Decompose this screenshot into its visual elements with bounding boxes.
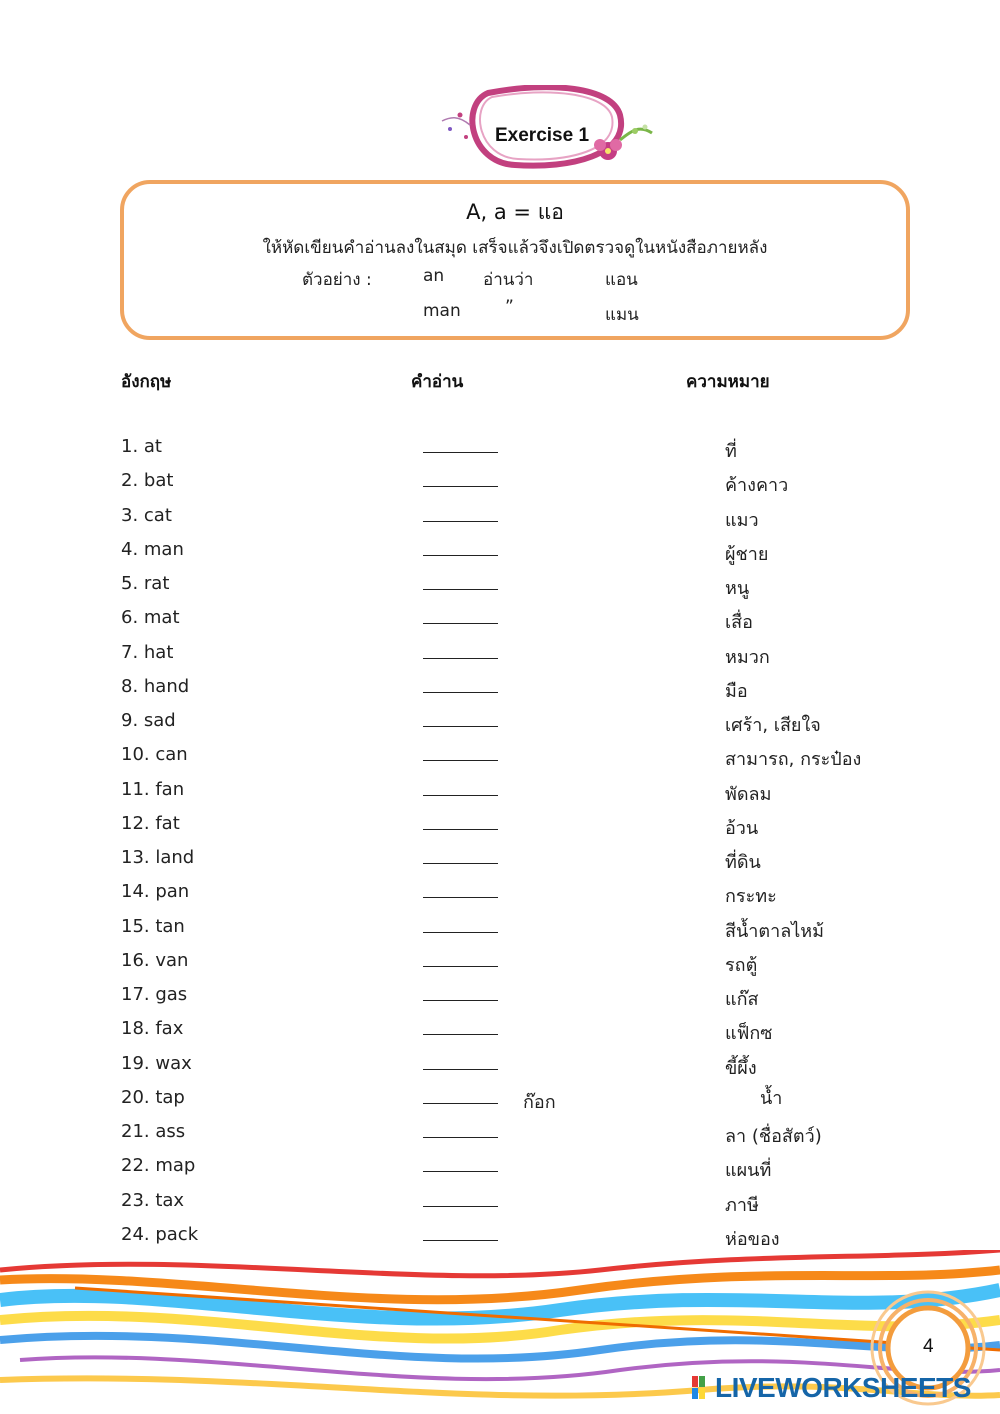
page-number: 4	[923, 1336, 934, 1357]
thai-meaning: รถตู้	[725, 954, 758, 976]
vocabulary-row	[0, 539, 1000, 573]
english-word: 17. gas	[121, 984, 188, 1005]
thai-meaning: ที่ดิน	[725, 852, 761, 873]
vocabulary-row	[0, 1053, 1000, 1087]
english-word: 12. fat	[121, 812, 180, 834]
english-word: 6. mat	[121, 607, 180, 629]
reading-answer-blank[interactable]	[423, 760, 498, 761]
reading-answer-blank[interactable]	[423, 1069, 498, 1070]
vocabulary-row	[0, 1155, 1000, 1189]
meaning-text-part: ก๊อก	[523, 1091, 556, 1113]
reading-answer-blank[interactable]	[423, 1000, 498, 1001]
vocabulary-row	[0, 779, 1000, 813]
english-word: 11. fan	[121, 778, 185, 800]
thai-meaning: น้ำ	[760, 1087, 783, 1109]
reading-answer-blank[interactable]	[423, 555, 498, 556]
box-instruction: ให้หัดเขียนคำอ่านลงในสมุด เสร็จแล้วจึงเปิดตรวจดูในหนังสือภายหลัง	[262, 238, 768, 258]
thai-meaning: แก๊ส	[725, 989, 759, 1010]
english-word: 15. tan	[121, 915, 185, 937]
thai-meaning: เศร้า, เสียใจ	[725, 715, 821, 736]
reading-answer-blank[interactable]	[423, 829, 498, 830]
reading-answer-blank[interactable]	[423, 1240, 498, 1241]
thai-meaning: พัดลม	[725, 783, 772, 805]
vocabulary-row	[0, 1018, 1000, 1052]
thai-meaning: ลา (ชื่อสัตว์)	[725, 1126, 822, 1147]
thai-meaning: ผู้ชาย	[725, 543, 769, 565]
vocabulary-row	[0, 1087, 1000, 1121]
thai-meaning: ที่	[725, 441, 737, 462]
english-word: 16. van	[121, 949, 189, 971]
thai-meaning: หมวก	[725, 646, 770, 668]
thai-meaning: สีน้ำตาลไหม้	[725, 920, 825, 942]
thai-meaning: กระทะ	[725, 886, 777, 908]
english-word: 1. at	[121, 436, 162, 457]
thai-meaning: ห่อของ	[725, 1228, 780, 1250]
vocabulary-row	[0, 950, 1000, 984]
vocabulary-row	[0, 505, 1000, 539]
english-word: 7. hat	[121, 641, 174, 663]
vocabulary-row	[0, 436, 1000, 470]
reading-answer-blank[interactable]	[423, 521, 498, 522]
english-word: 10. can	[121, 744, 188, 766]
vocabulary-row	[0, 470, 1000, 504]
vocabulary-row	[0, 573, 1000, 607]
english-word: 24. pack	[121, 1223, 199, 1245]
vocabulary-row	[0, 607, 1000, 641]
example-reading: แอน	[605, 270, 638, 290]
thai-meaning: มือ	[725, 680, 748, 702]
example-word: an	[423, 266, 445, 286]
reading-answer-blank[interactable]	[423, 966, 498, 967]
reading-answer-blank[interactable]	[423, 692, 498, 693]
vocabulary-row	[0, 1121, 1000, 1155]
reading-answer-blank[interactable]	[423, 452, 498, 453]
example-word: man	[423, 301, 461, 321]
english-word: 5. rat	[121, 573, 170, 594]
english-word: 19. wax	[121, 1052, 192, 1074]
column-header-reading: คำอ่าน	[411, 372, 464, 392]
example-read-as: อ่านว่า	[483, 270, 534, 290]
example-ditto-mark: ”	[505, 297, 514, 317]
vocabulary-row	[0, 813, 1000, 847]
vocabulary-row	[0, 642, 1000, 676]
example-reading: แมน	[605, 305, 639, 325]
reading-answer-blank[interactable]	[423, 623, 498, 624]
vocabulary-row	[0, 881, 1000, 915]
vocabulary-row	[0, 984, 1000, 1018]
liveworksheets-logo: LIVEWORKSHEETS	[715, 1372, 971, 1403]
thai-meaning: แมว	[725, 509, 759, 531]
thai-meaning: หนู	[725, 578, 750, 599]
box-heading: A, a = แอ	[466, 200, 564, 224]
english-word: 8. hand	[121, 675, 190, 697]
vocabulary-row	[0, 1190, 1000, 1224]
english-word: 3. cat	[121, 504, 172, 526]
reading-answer-blank[interactable]	[423, 726, 498, 727]
reading-answer-blank[interactable]	[423, 897, 498, 898]
vocabulary-row	[0, 847, 1000, 881]
reading-answer-blank[interactable]	[423, 932, 498, 933]
vocabulary-row	[0, 916, 1000, 950]
vocabulary-row	[0, 710, 1000, 744]
english-word: 18. fax	[121, 1018, 184, 1040]
vocabulary-row	[0, 744, 1000, 778]
english-word: 21. ass	[121, 1121, 186, 1142]
thai-meaning: ขี้ผึ้ง	[725, 1057, 757, 1079]
thai-meaning: ภาษี	[725, 1194, 759, 1216]
english-word: 20. tap	[121, 1086, 185, 1108]
english-word: 22. map	[121, 1155, 196, 1177]
reading-answer-blank[interactable]	[423, 1206, 498, 1207]
reading-answer-blank[interactable]	[423, 658, 498, 659]
reading-answer-blank[interactable]	[423, 863, 498, 864]
reading-answer-blank[interactable]	[423, 1103, 498, 1104]
english-word: 23. tax	[121, 1189, 185, 1211]
english-word: 13. land	[121, 847, 195, 868]
thai-meaning: ค้างคาว	[725, 475, 789, 497]
thai-meaning: สามารถ, กระป๋อง	[725, 749, 862, 771]
vocabulary-row	[0, 676, 1000, 710]
thai-meaning: แผนที่	[725, 1160, 772, 1182]
exercise-title: Exercise 1	[495, 125, 590, 146]
thai-meaning: อ้วน	[725, 817, 759, 839]
thai-meaning: เสื่อ	[725, 612, 753, 634]
english-word: 4. man	[121, 538, 184, 560]
reading-answer-blank[interactable]	[423, 1171, 498, 1172]
reading-answer-blank[interactable]	[423, 795, 498, 796]
exercise-title-ornament	[440, 85, 660, 175]
english-word: 14. pan	[121, 881, 190, 903]
thai-meaning: แฟ็กซ	[725, 1023, 773, 1045]
liveworksheets-logo-icon	[692, 1376, 712, 1400]
reading-answer-blank[interactable]	[423, 1137, 498, 1138]
instruction-box	[120, 180, 910, 340]
column-header-english: อังกฤษ	[121, 372, 172, 392]
reading-answer-blank[interactable]	[423, 486, 498, 487]
column-header-meaning: ความหมาย	[686, 372, 770, 392]
reading-answer-blank[interactable]	[423, 589, 498, 590]
example-label: ตัวอย่าง :	[302, 270, 372, 290]
reading-answer-blank[interactable]	[423, 1034, 498, 1035]
english-word: 9. sad	[121, 710, 176, 731]
english-word: 2. bat	[121, 470, 174, 492]
